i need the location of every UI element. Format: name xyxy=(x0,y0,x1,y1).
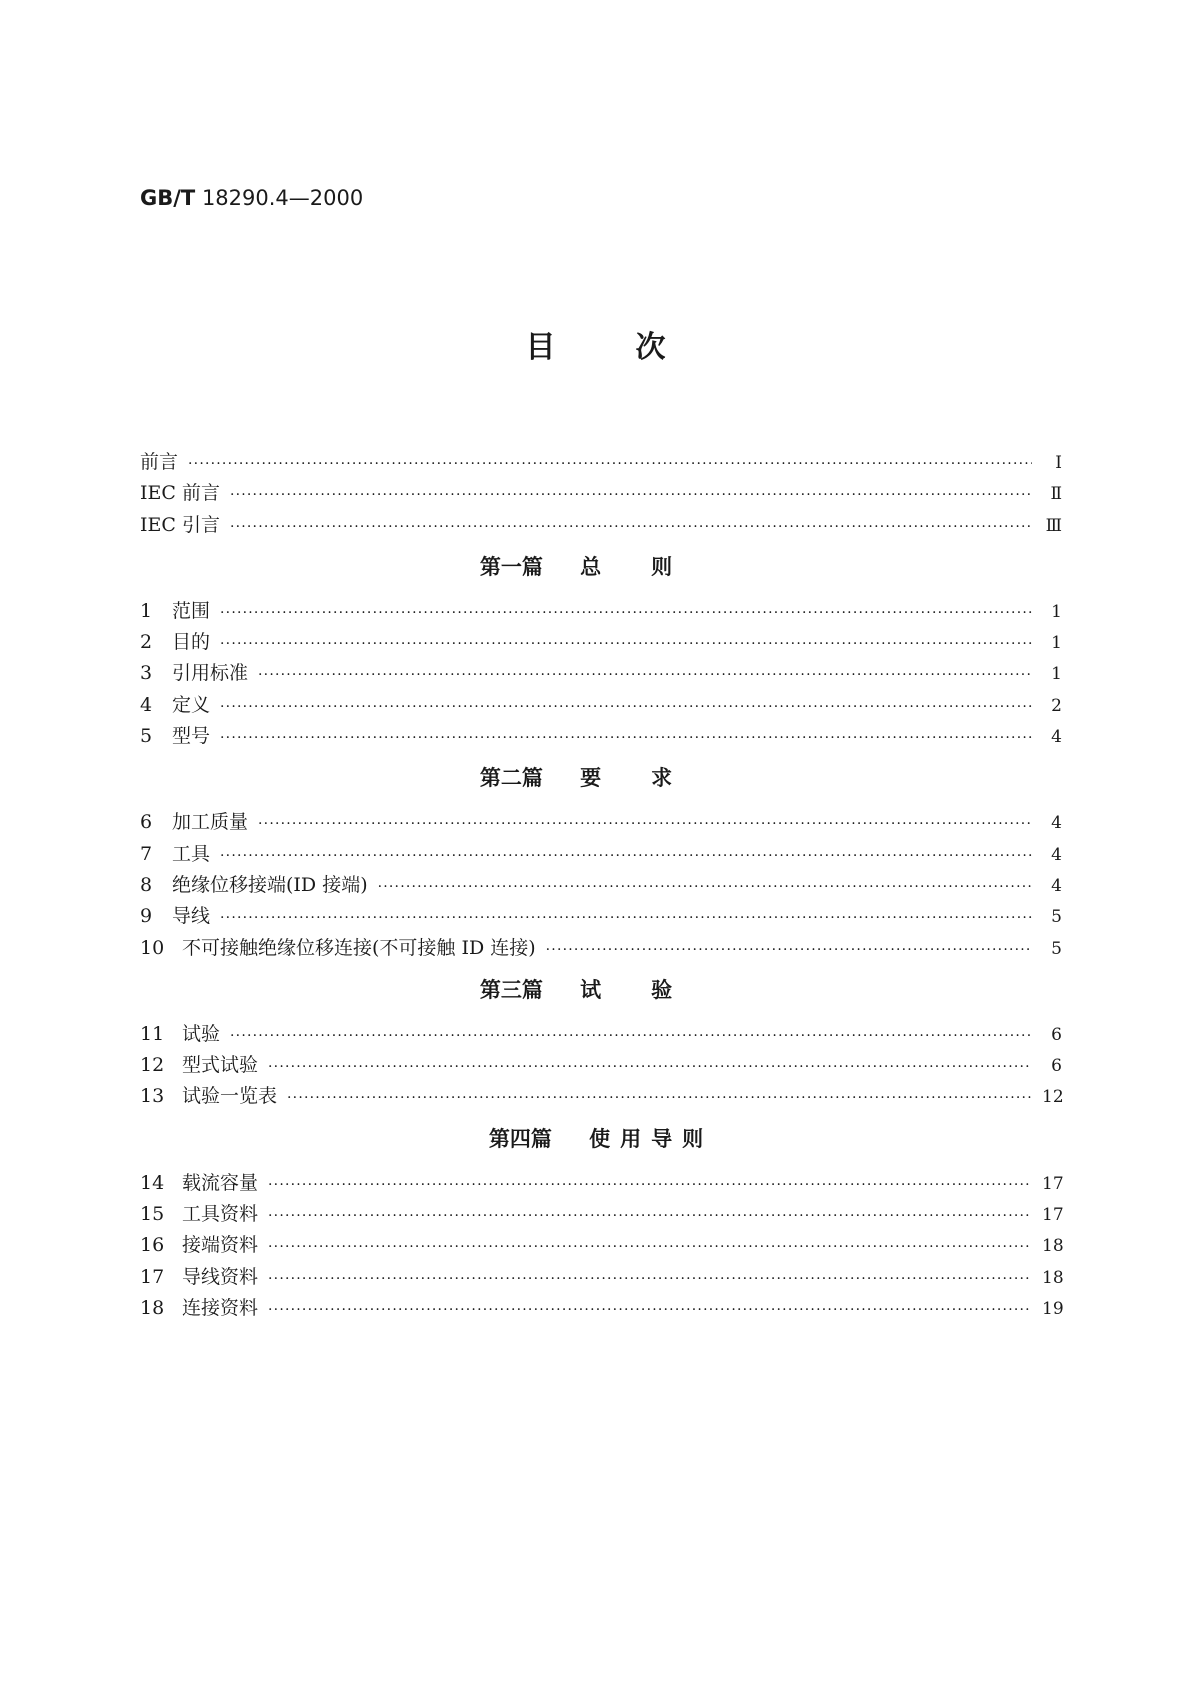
table-of-contents xyxy=(140,447,1062,1324)
toc-entry-page: 4 xyxy=(1051,844,1062,865)
toc-entry-page: 1 xyxy=(1051,633,1062,654)
toc-entry[interactable] xyxy=(140,690,1062,721)
toc-entry[interactable] xyxy=(140,596,1062,627)
dot-leader xyxy=(268,1239,1032,1255)
dot-leader xyxy=(188,456,1032,472)
toc-entry-number: 10 xyxy=(140,936,165,959)
toc-entry-preface[interactable] xyxy=(140,447,1062,478)
dot-leader xyxy=(220,910,1032,926)
toc-entry[interactable] xyxy=(140,1230,1062,1261)
toc-entry-label: 定义 xyxy=(172,693,211,716)
toc-entry-label: 工具 xyxy=(172,842,211,865)
part-name: 第四篇 xyxy=(488,1126,552,1151)
toc-entry[interactable] xyxy=(140,839,1062,870)
toc-entry-number: 17 xyxy=(140,1265,165,1288)
toc-entry[interactable] xyxy=(140,933,1062,964)
toc-entry[interactable] xyxy=(140,870,1062,901)
toc-entry-number: 2 xyxy=(140,631,153,654)
standard-code xyxy=(140,186,363,210)
part-subtitle: 使用导则 xyxy=(589,1126,714,1151)
toc-entry-label: 导线 xyxy=(172,905,211,928)
dot-leader xyxy=(220,730,1032,746)
dot-leader xyxy=(268,1302,1032,1318)
toc-entry-page: 18 xyxy=(1042,1236,1064,1257)
toc-entry-number: 18 xyxy=(140,1296,165,1319)
dot-leader xyxy=(230,487,1032,503)
toc-entry-page: 12 xyxy=(1042,1087,1064,1108)
toc-entry-number: 14 xyxy=(140,1171,165,1194)
toc-entry-label: 连接资料 xyxy=(182,1296,259,1319)
toc-entry-page: 4 xyxy=(1051,813,1062,834)
toc-entry-label: IEC 前言 xyxy=(140,482,220,505)
toc-entry-number: 1 xyxy=(140,599,153,622)
toc-entry-label: 不可接触绝缘位移连接(不可接触 ID 连接) xyxy=(182,936,536,959)
toc-entry-label: 目的 xyxy=(172,631,211,654)
toc-entry-page: Ⅲ xyxy=(1045,515,1062,536)
toc-entry[interactable] xyxy=(140,1262,1062,1293)
toc-entry[interactable] xyxy=(140,1168,1062,1199)
toc-entry-page: 17 xyxy=(1042,1205,1064,1226)
part-heading-3 xyxy=(140,974,1062,1006)
toc-entry[interactable] xyxy=(140,901,1062,932)
toc-entry[interactable] xyxy=(140,1019,1062,1050)
toc-entry-label: 载流容量 xyxy=(182,1171,259,1194)
toc-entry[interactable] xyxy=(140,1199,1062,1230)
dot-leader xyxy=(268,1271,1032,1287)
toc-entry-number: 5 xyxy=(140,725,153,748)
toc-entry-label: 前言 xyxy=(140,451,179,473)
dot-leader xyxy=(220,636,1032,652)
part-heading-1 xyxy=(140,551,1062,583)
toc-entry-label: 试验一览表 xyxy=(182,1085,278,1108)
dot-leader xyxy=(258,816,1032,832)
toc-entry-label: 型式试验 xyxy=(182,1054,259,1077)
standard-code-prefix: GB/T xyxy=(140,186,196,210)
part-subtitle: 试验 xyxy=(580,977,723,1002)
toc-entry-page: 17 xyxy=(1042,1173,1064,1194)
toc-entry-number: 7 xyxy=(140,842,153,865)
dot-leader xyxy=(230,1028,1032,1044)
toc-entry-label: 引用标准 xyxy=(172,662,249,685)
standard-code-number: 18290.4—2000 xyxy=(201,186,364,210)
toc-entry-number: 11 xyxy=(140,1022,165,1045)
toc-entry-page: Ⅰ xyxy=(1055,453,1062,473)
dot-leader xyxy=(546,942,1032,958)
toc-entry-label: 导线资料 xyxy=(182,1265,259,1288)
toc-entry[interactable] xyxy=(140,721,1062,752)
part-subtitle: 总则 xyxy=(580,554,723,579)
toc-entry-page: 1 xyxy=(1051,601,1062,622)
dot-leader xyxy=(378,879,1032,895)
toc-entry-number: 16 xyxy=(140,1234,165,1257)
toc-entry-label: 型号 xyxy=(172,725,211,748)
toc-entry-page: Ⅱ xyxy=(1050,484,1062,505)
toc-entry[interactable] xyxy=(140,1081,1062,1112)
toc-entry-label: 加工质量 xyxy=(172,811,249,834)
toc-entry-label: 试验 xyxy=(182,1022,221,1045)
toc-entry-iec-introduction[interactable] xyxy=(140,510,1062,541)
part-heading-4 xyxy=(140,1123,1062,1155)
toc-entry-iec-preface[interactable] xyxy=(140,478,1062,509)
toc-entry-page: 4 xyxy=(1051,727,1062,748)
toc-entry-label: 工具资料 xyxy=(182,1203,259,1226)
dot-leader xyxy=(258,667,1032,683)
toc-entry-number: 12 xyxy=(140,1054,165,1077)
dot-leader xyxy=(268,1177,1032,1193)
toc-entry-label: IEC 引言 xyxy=(140,513,220,536)
toc-entry-page: 1 xyxy=(1051,664,1062,685)
toc-entry-number: 3 xyxy=(140,662,153,685)
dot-leader xyxy=(268,1059,1032,1075)
front-matter xyxy=(140,447,1062,541)
toc-entry[interactable] xyxy=(140,807,1062,838)
toc-entry-number: 6 xyxy=(140,811,153,834)
toc-entry-label: 接端资料 xyxy=(182,1234,259,1257)
toc-entry[interactable] xyxy=(140,1293,1062,1324)
toc-entry-number: 9 xyxy=(140,905,153,928)
toc-entry-label: 范围 xyxy=(172,599,211,622)
toc-entry-page: 5 xyxy=(1051,907,1062,928)
part-name: 第三篇 xyxy=(479,977,543,1002)
dot-leader xyxy=(230,519,1032,535)
page-title: 目次 xyxy=(525,330,746,365)
dot-leader xyxy=(268,1208,1032,1224)
dot-leader xyxy=(220,699,1032,715)
part-subtitle: 要求 xyxy=(580,766,723,791)
dot-leader xyxy=(220,605,1032,621)
toc-entry-page: 18 xyxy=(1042,1267,1064,1288)
toc-entry-page: 4 xyxy=(1051,875,1062,896)
toc-entry-label: 绝缘位移接端(ID 接端) xyxy=(172,873,368,896)
part-name: 第二篇 xyxy=(479,766,543,791)
dot-leader xyxy=(287,1090,1032,1106)
toc-entry-number: 8 xyxy=(140,873,153,896)
part-name: 第一篇 xyxy=(479,554,543,579)
toc-entry-page: 6 xyxy=(1051,1056,1062,1077)
toc-entry-page: 6 xyxy=(1051,1024,1062,1045)
toc-entry-page: 19 xyxy=(1042,1298,1064,1319)
part-heading-2 xyxy=(140,762,1062,794)
toc-entry[interactable] xyxy=(140,658,1062,689)
toc-entry-number: 4 xyxy=(140,693,153,716)
toc-entry-page: 5 xyxy=(1051,938,1062,959)
toc-entry-page: 2 xyxy=(1051,695,1062,716)
toc-entry-number: 15 xyxy=(140,1203,165,1226)
toc-entry[interactable] xyxy=(140,1050,1062,1081)
toc-entry[interactable] xyxy=(140,627,1062,658)
toc-entry-number: 13 xyxy=(140,1085,165,1108)
dot-leader xyxy=(220,848,1032,864)
